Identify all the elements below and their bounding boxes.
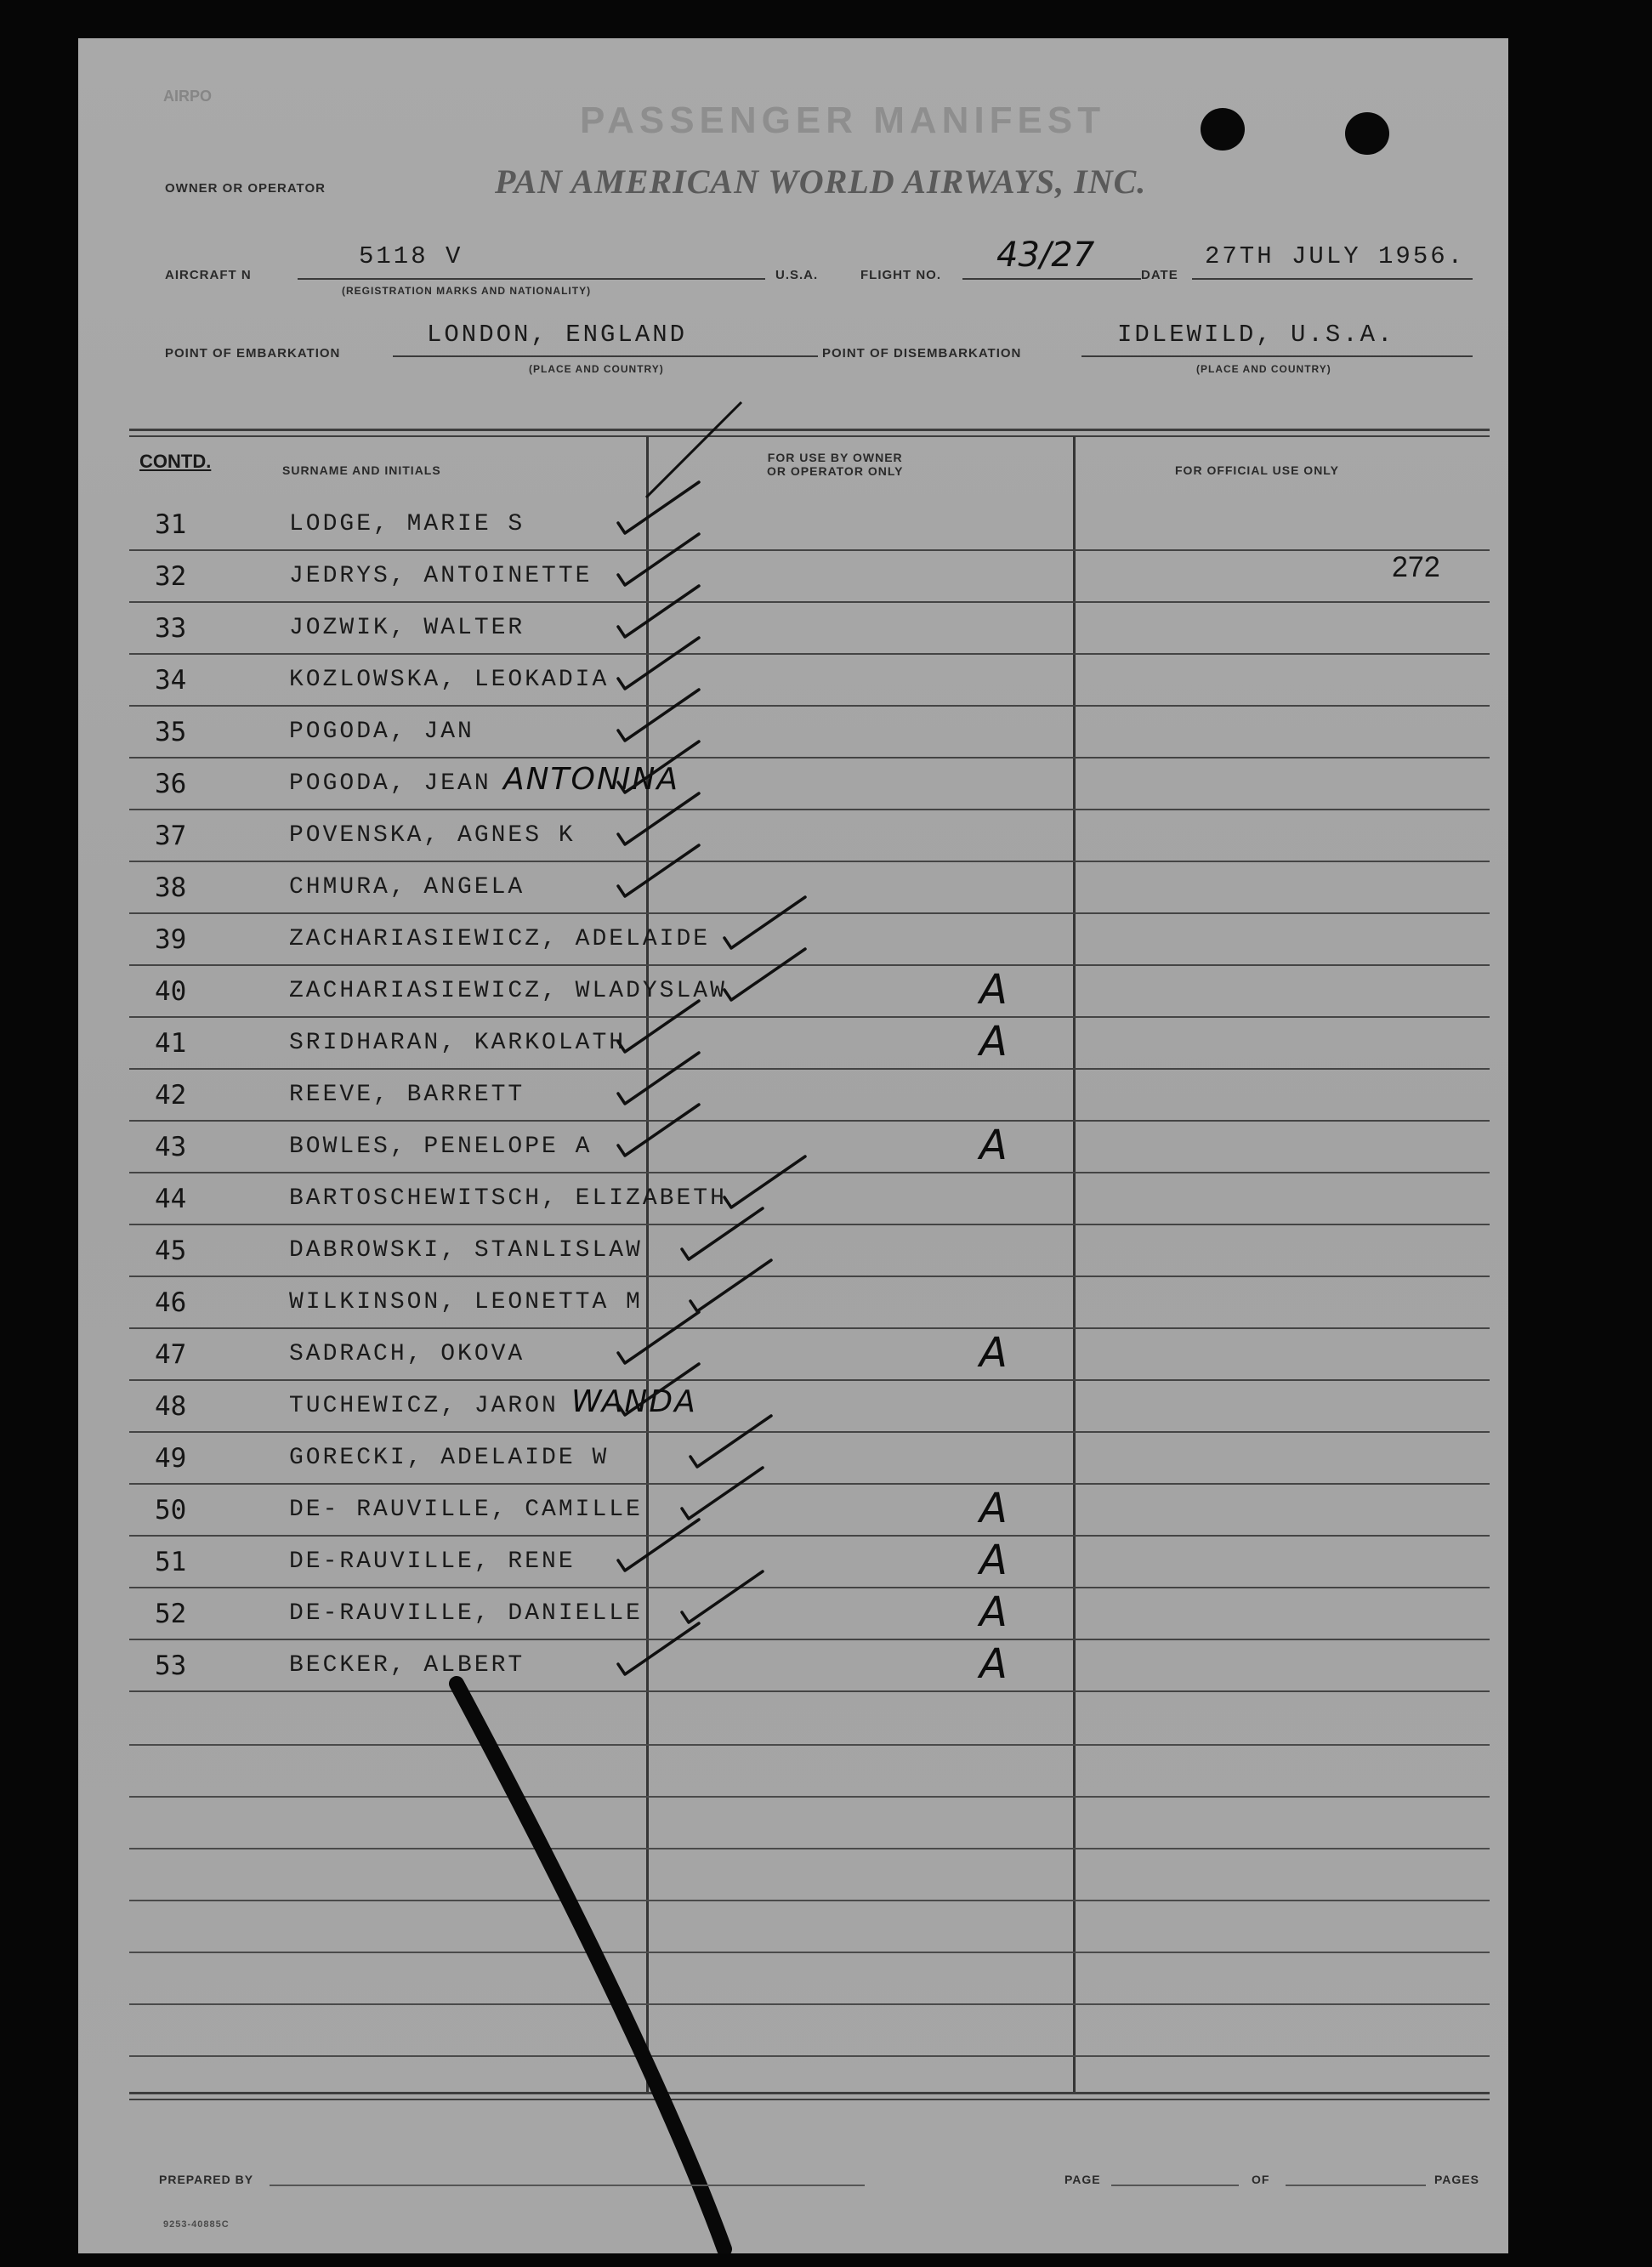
row-number: 48 — [155, 1391, 187, 1422]
passenger-name: JOZWIK, WALTER — [289, 615, 525, 641]
row-number: 46 — [155, 1287, 187, 1318]
check-mark — [618, 1312, 699, 1363]
page-underline — [1111, 2185, 1239, 2186]
row-mark: A — [979, 1588, 1008, 1636]
row-mark: A — [979, 966, 1008, 1014]
form-title: PASSENGER MANIFEST — [580, 99, 1106, 141]
check-mark — [682, 1208, 763, 1259]
flight-value: 43/27 — [996, 236, 1095, 275]
row-number: 43 — [155, 1132, 187, 1162]
passenger-name: POGODA, JAN — [289, 719, 474, 745]
passenger-name: JEDRYS, ANTOINETTE — [289, 563, 593, 589]
check-mark — [618, 793, 699, 844]
passenger-name: POVENSKA, AGNES K — [289, 822, 576, 849]
row-number: 47 — [155, 1339, 187, 1370]
official-use-header: FOR OFFICIAL USE ONLY — [1175, 463, 1339, 477]
check-mark — [618, 845, 699, 896]
disembark-value: IDLEWILD, U.S.A. — [1117, 321, 1395, 349]
row-number: 33 — [155, 613, 187, 644]
passenger-name: POGODA, JEAN — [289, 770, 491, 797]
pages-label: PAGES — [1434, 2173, 1479, 2186]
passenger-name: TUCHEWICZ, JARON — [289, 1393, 559, 1419]
passenger-name: DE- RAUVILLE, CAMILLE — [289, 1497, 643, 1523]
check-mark — [682, 1468, 763, 1519]
row-number: 51 — [155, 1547, 187, 1577]
check-mark — [618, 1001, 699, 1052]
passenger-name: DABROWSKI, STANLISLAW — [289, 1237, 643, 1264]
handwritten-correction: WANDA — [571, 1384, 697, 1419]
prepared-label: PREPARED BY — [159, 2173, 254, 2186]
check-mark — [690, 1416, 771, 1467]
prepared-underline — [270, 2185, 865, 2186]
form-stamp: AIRPO — [163, 88, 213, 105]
official-note: 272 — [1392, 551, 1440, 583]
contd-header: CONTD. — [139, 451, 212, 472]
row-number: 32 — [155, 561, 187, 592]
check-mark — [618, 1105, 699, 1156]
flight-label: FLIGHT NO. — [860, 268, 941, 282]
row-mark: A — [979, 1018, 1008, 1065]
row-mark: A — [979, 1122, 1008, 1169]
check-mark — [618, 534, 699, 585]
passenger-name: SRIDHARAN, KARKOLATH — [289, 1030, 627, 1056]
row-number: 38 — [155, 872, 187, 903]
passenger-name: BOWLES, PENELOPE A — [289, 1134, 593, 1160]
of-underline — [1286, 2185, 1426, 2186]
row-number: 31 — [155, 509, 187, 540]
date-value: 27TH JULY 1956. — [1205, 242, 1466, 270]
row-number: 41 — [155, 1028, 187, 1059]
check-mark — [618, 1364, 699, 1415]
check-mark — [618, 1623, 699, 1674]
passenger-name: WILKINSON, LEONETTA M — [289, 1289, 643, 1315]
passenger-name: REEVE, BARRETT — [289, 1082, 525, 1108]
check-mark — [618, 482, 699, 533]
aircraft-label: AIRCRAFT N — [165, 268, 252, 282]
manifest-page — [78, 38, 1508, 2253]
row-mark: A — [979, 1329, 1008, 1377]
void-diagonal-stroke — [457, 1684, 724, 2249]
date-label: DATE — [1141, 268, 1178, 282]
embark-caption: (PLACE AND COUNTRY) — [529, 363, 664, 375]
passenger-name: ZACHARIASIEWICZ, WLADYSLAW — [289, 978, 727, 1004]
row-number: 40 — [155, 976, 187, 1007]
row-number: 44 — [155, 1184, 187, 1214]
of-label: OF — [1252, 2173, 1270, 2186]
aircraft-value: 5118 V — [359, 242, 463, 270]
check-mark — [618, 690, 699, 741]
passenger-name: BARTOSCHEWITSCH, ELIZABETH — [289, 1185, 727, 1212]
check-mark — [724, 949, 805, 1000]
disembark-label: POINT OF DISEMBARKATION — [822, 346, 1022, 361]
embark-value: LONDON, ENGLAND — [427, 321, 688, 349]
check-mark — [618, 1053, 699, 1104]
owner-value: PAN AMERICAN WORLD AIRWAYS, INC. — [495, 162, 1147, 201]
check-mark — [682, 1571, 763, 1622]
form-number: 9253-40885C — [163, 2219, 230, 2230]
check-mark — [724, 897, 805, 948]
passenger-name: ZACHARIASIEWICZ, ADELAIDE — [289, 926, 711, 952]
owner-label: OWNER OR OPERATOR — [165, 181, 326, 196]
row-mark: A — [979, 1640, 1008, 1688]
row-mark: A — [979, 1485, 1008, 1532]
check-mark — [618, 638, 699, 689]
row-number: 42 — [155, 1080, 187, 1111]
passenger-name: KOZLOWSKA, LEOKADIA — [289, 667, 610, 693]
usa-label: U.S.A. — [775, 268, 819, 282]
registration-caption: (REGISTRATION MARKS AND NATIONALITY) — [342, 285, 592, 297]
passenger-name: SADRACH, OKOVA — [289, 1341, 525, 1367]
passenger-name: BECKER, ALBERT — [289, 1652, 525, 1679]
passenger-name: CHMURA, ANGELA — [289, 874, 525, 901]
row-number: 34 — [155, 665, 187, 696]
row-number: 36 — [155, 769, 187, 799]
passenger-name: LODGE, MARIE S — [289, 511, 525, 537]
row-number: 39 — [155, 924, 187, 955]
handwritten-correction: ANTONINA — [503, 762, 679, 797]
page-label: PAGE — [1064, 2173, 1101, 2186]
row-number: 52 — [155, 1599, 187, 1629]
check-mark — [618, 1520, 699, 1571]
check-mark — [618, 741, 699, 793]
passenger-name: DE-RAUVILLE, DANIELLE — [289, 1600, 643, 1627]
top-check-tail — [646, 402, 741, 497]
row-number: 50 — [155, 1495, 187, 1526]
row-number: 35 — [155, 717, 187, 747]
handwritten-overlay — [78, 38, 1508, 2253]
row-mark: A — [979, 1537, 1008, 1584]
owner-use-header: FOR USE BY OWNER OR OPERATOR ONLY — [767, 451, 904, 478]
check-mark — [724, 1156, 805, 1207]
disembark-caption: (PLACE AND COUNTRY) — [1196, 363, 1331, 375]
row-number: 49 — [155, 1443, 187, 1474]
check-mark — [690, 1260, 771, 1311]
row-number: 45 — [155, 1236, 187, 1266]
row-number: 53 — [155, 1651, 187, 1681]
passenger-name: GORECKI, ADELAIDE W — [289, 1445, 610, 1471]
row-number: 37 — [155, 821, 187, 851]
surname-header: SURNAME AND INITIALS — [282, 463, 441, 477]
embark-label: POINT OF EMBARKATION — [165, 346, 341, 361]
check-mark — [618, 586, 699, 637]
passenger-name: DE-RAUVILLE, RENE — [289, 1548, 576, 1575]
